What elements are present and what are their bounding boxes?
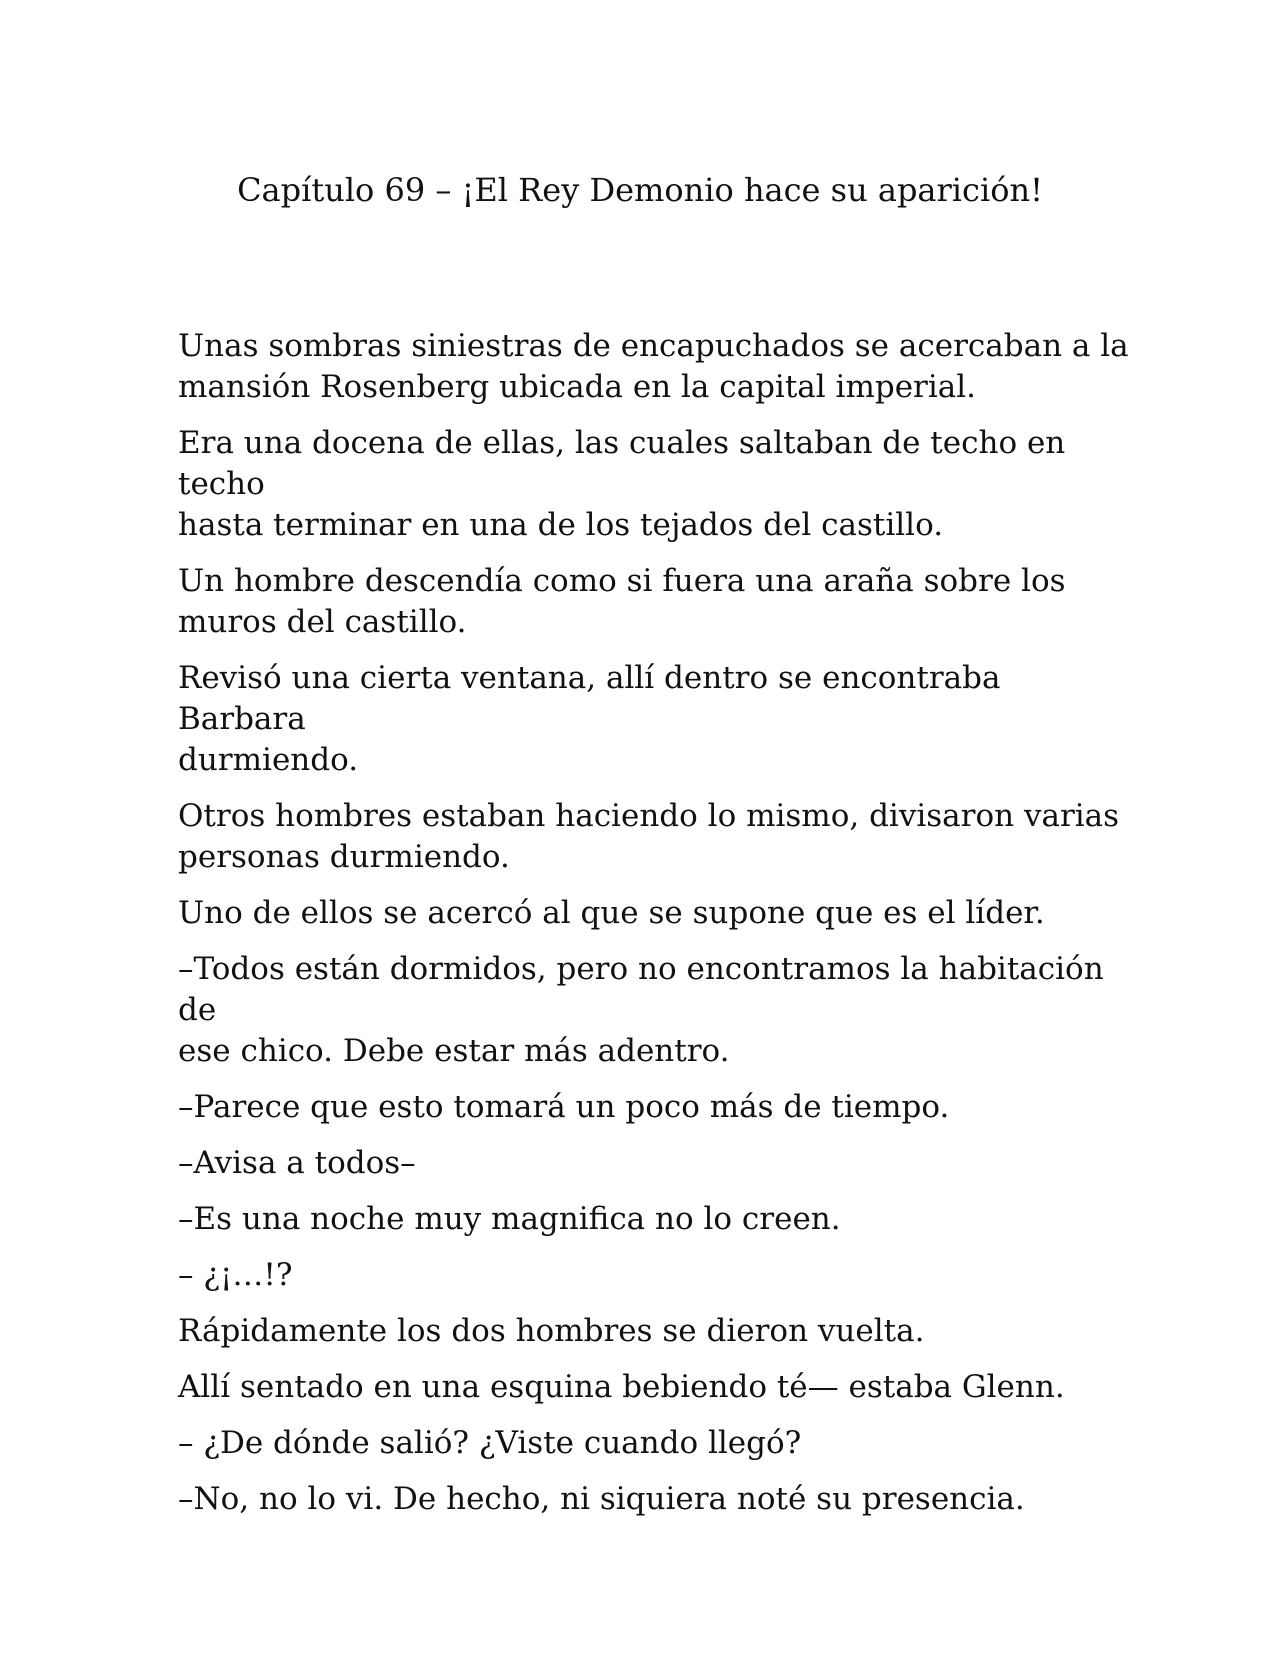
paragraph: Allí sentado en una esquina bebiendo té— estaba Glenn. [178, 1369, 1065, 1405]
paragraph: Un hombre descendía como si fuera una araña sobre los muros del castillo. [178, 563, 1066, 640]
chapter-body [178, 326, 1138, 1535]
chapter-title: Capítulo 69 – ¡El Rey Demonio hace su aparición! [237, 171, 1043, 209]
dialogue-line: –No, no lo vi. De hecho, ni siquiera noté su presencia. [178, 1481, 1025, 1517]
dialogue-line: –Todos están dormidos, pero no encontramos la habitación de ese chico. Debe estar más adentro. [178, 951, 1104, 1069]
paragraph: Uno de ellos se acercó al que se supone que es el líder. [178, 895, 1045, 931]
paragraph: Otros hombres estaban haciendo lo mismo, divisaron varias personas durmiendo. [178, 798, 1120, 875]
dialogue-line: – ¿De dónde salió? ¿Viste cuando llegó? [178, 1425, 802, 1461]
dialogue-line: – ¿¡…!? [178, 1257, 293, 1293]
dialogue-line: –Es una noche muy magnifica no lo creen. [178, 1201, 841, 1237]
paragraph: Rápidamente los dos hombres se dieron vuelta. [178, 1313, 925, 1349]
dialogue-line: –Parece que esto tomará un poco más de tiempo. [178, 1089, 950, 1125]
paragraph: Revisó una cierta ventana, allí dentro se encontraba Barbara durmiendo. [178, 660, 1001, 778]
paragraph: Era una docena de ellas, las cuales saltaban de techo en techo hasta terminar en una de los tejados del castillo. [178, 425, 1066, 543]
paragraph: Unas sombras siniestras de encapuchados se acercaban a la mansión Rosenberg ubicada en la capital imperial. [178, 328, 1129, 405]
dialogue-line: –Avisa a todos– [178, 1145, 416, 1181]
